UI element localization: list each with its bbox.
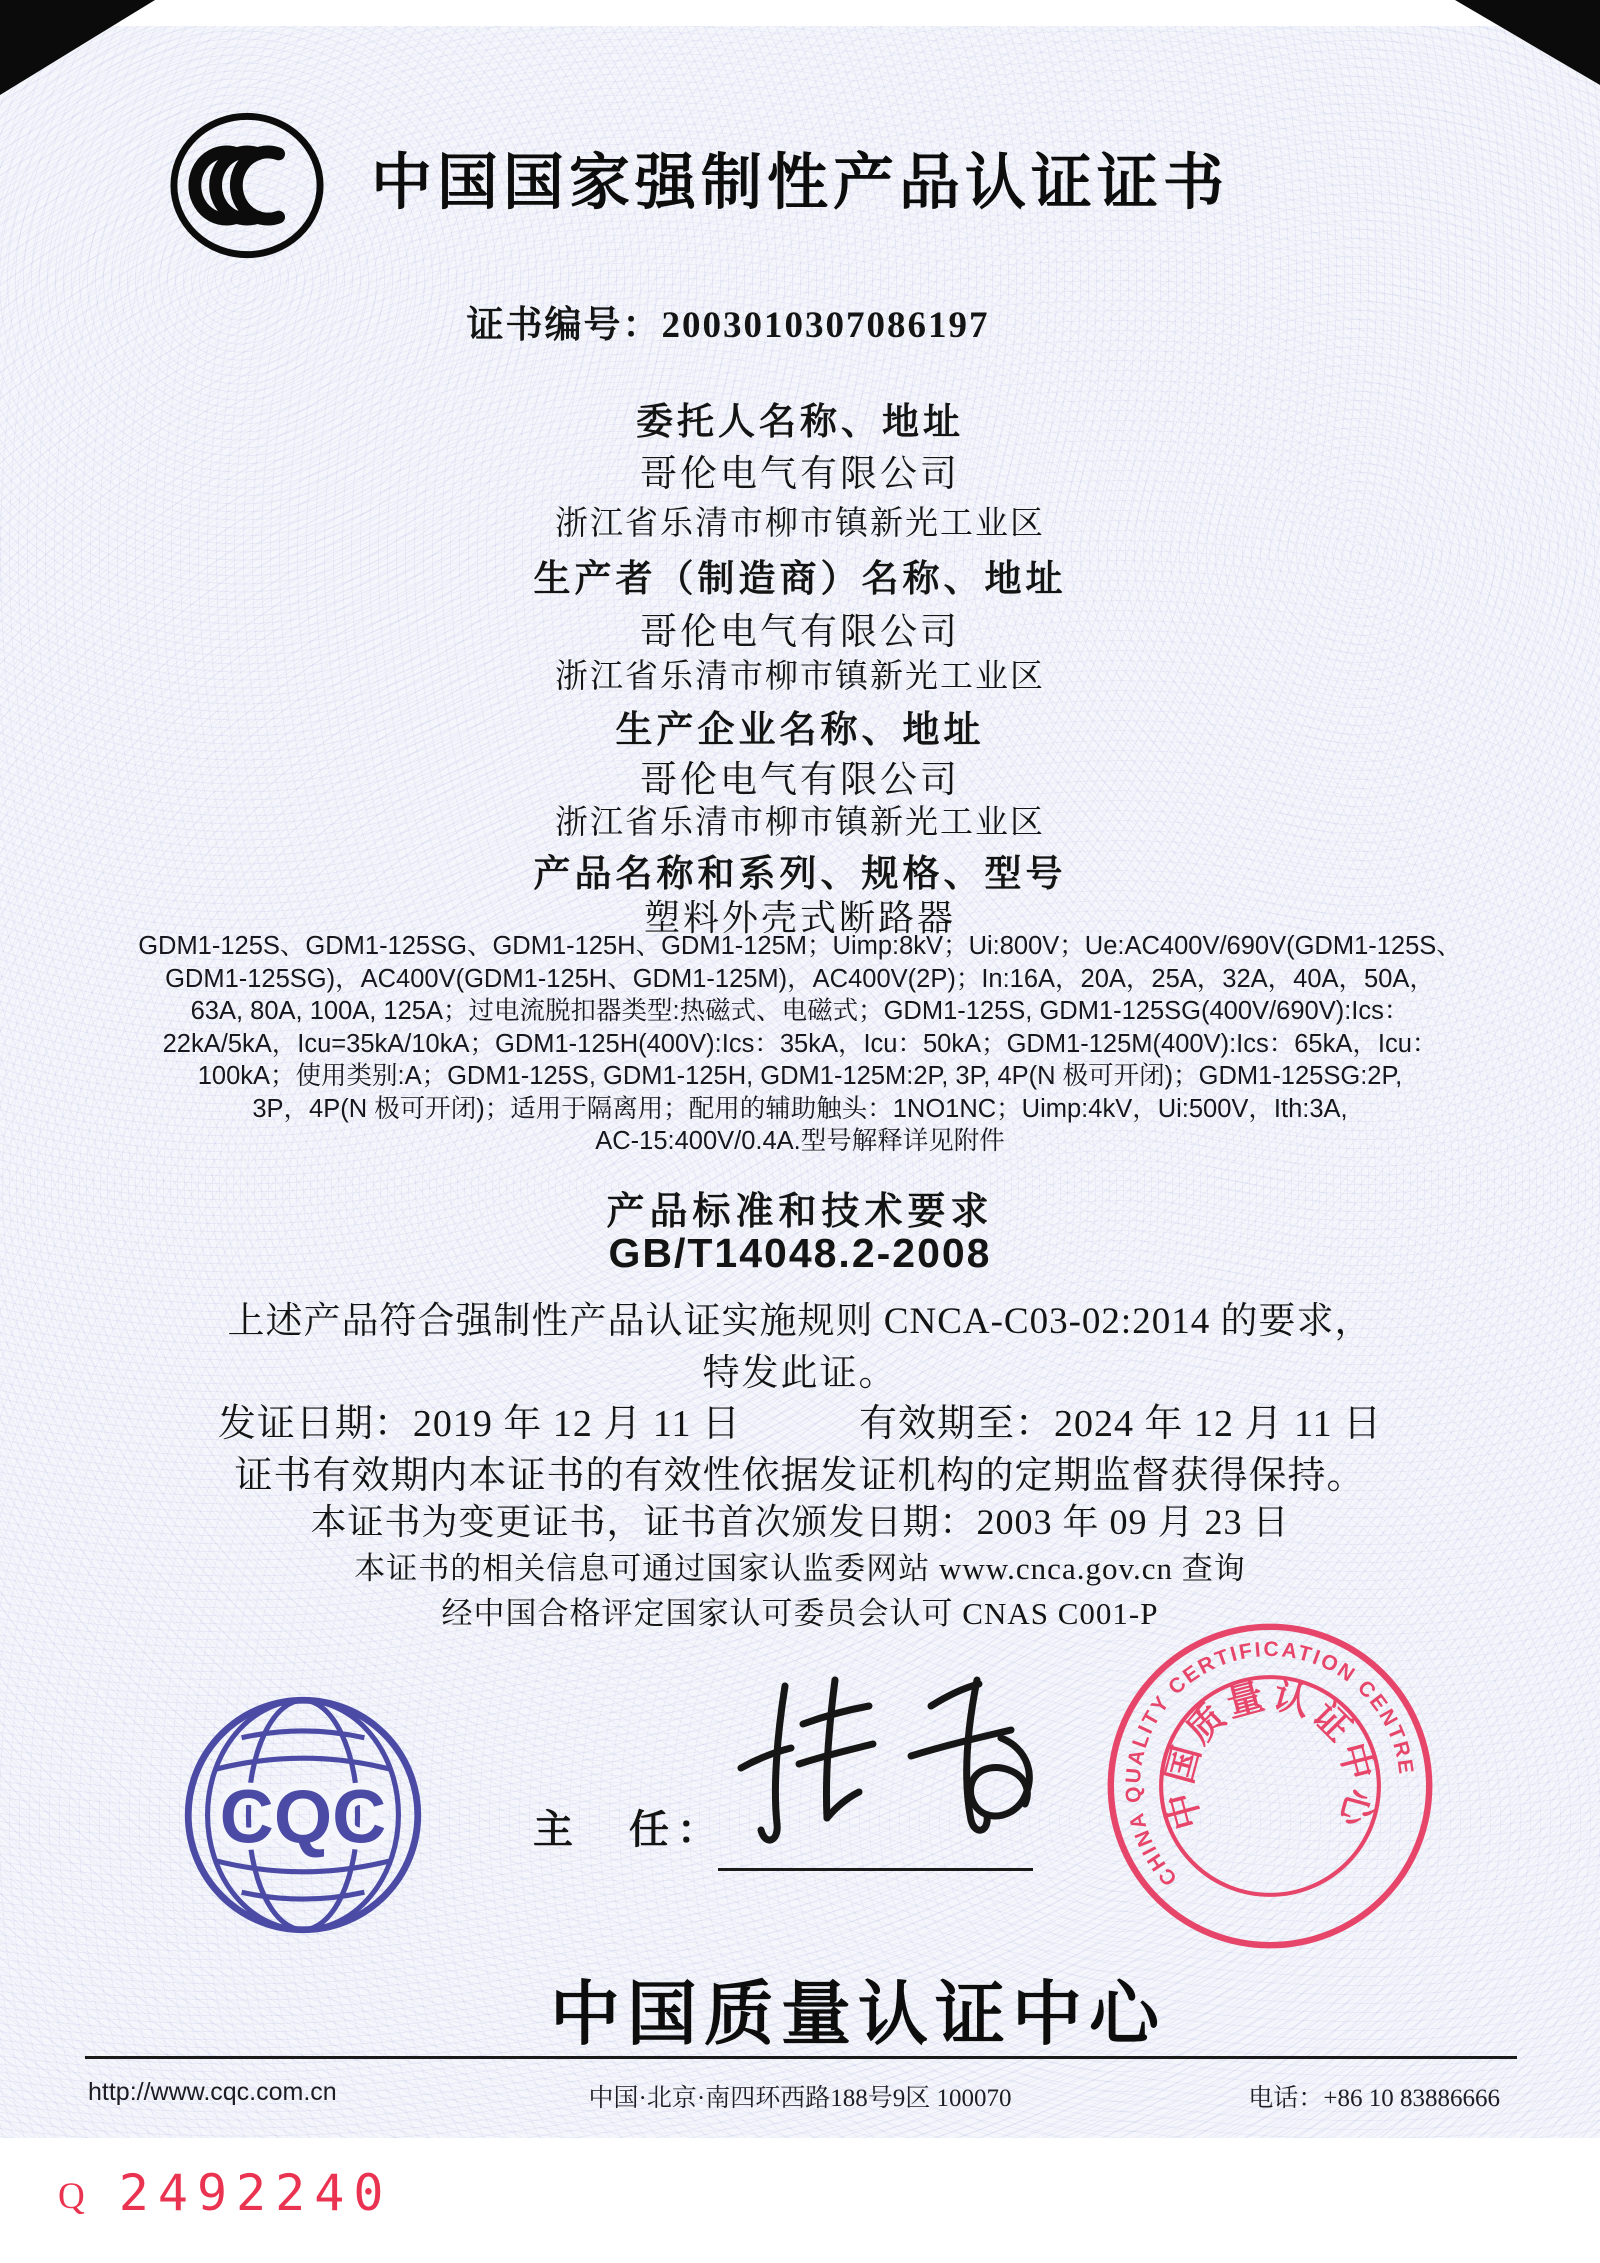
cqc-globe-logo	[178, 1690, 428, 1940]
info-note: 本证书的相关信息可通过国家认监委网站 www.cnca.gov.cn 查询	[354, 1551, 1246, 1586]
cqc-stamp	[1098, 1614, 1442, 1958]
footer-divider	[85, 2056, 1517, 2059]
applicant-name: 哥伦电气有限公司	[640, 454, 960, 495]
footer-phone: 电话：+86 10 83886666	[1248, 2085, 1500, 2112]
org-name-title: 中国质量认证中心	[550, 1975, 1166, 2053]
product-spec-line: 63A, 80A, 100A, 125A；过电流脱扣器类型:热磁式、电磁式；GDM1-125S, GDM1-125SG(400V/690V):Ics：	[190, 997, 1410, 1025]
director-signature	[715, 1672, 1095, 1872]
scan-corner-top-left	[0, 0, 155, 95]
standard-heading: 产品标准和技术要求	[606, 1191, 994, 1233]
serial-prefix: Q	[58, 2176, 85, 2217]
validity-note: 证书有效期内本证书的有效性依据发证机构的定期监督获得保持。	[234, 1455, 1366, 1497]
certificate-number: 证书编号：2003010307086197	[466, 305, 990, 346]
conformity-statement: 上述产品符合强制性产品认证实施规则 CNCA-C03-02:2014 的要求，	[227, 1301, 1373, 1342]
factory-address: 浙江省乐清市柳市镇新光工业区	[555, 805, 1045, 841]
conformity-statement-2: 特发此证。	[702, 1353, 898, 1394]
scan-corner-top-right	[1455, 0, 1600, 85]
applicant-heading: 委托人名称、地址	[636, 402, 964, 443]
stamp-center-text: 中国质量认证中心	[1158, 1674, 1382, 1835]
manufacturer-heading: 生产者（制造商）名称、地址	[533, 559, 1067, 600]
standard-value: GB/T14048.2-2008	[608, 1230, 992, 1276]
certificate-title: 中国国家强制性产品认证证书	[370, 148, 1229, 216]
product-spec-line: AC-15:400V/0.4A.型号解释详见附件	[595, 1127, 1005, 1155]
product-heading: 产品名称和系列、规格、型号	[533, 854, 1067, 895]
product-spec-line: 22kA/5kA，Icu=35kA/10kA；GDM1-125H(400V):Ics：35kA，Icu：50kA；GDM1-125M(400V):Ics：65kA，Icu：	[162, 1029, 1438, 1058]
product-spec-line: 100kA；使用类别:A；GDM1-125S, GDM1-125H, GDM1-125M:2P, 3P, 4P(N 极可开闭)；GDM1-125SG:2P,	[197, 1062, 1403, 1090]
cnas-note: 经中国合格评定国家认可委员会认可 CNAS C001-P	[441, 1596, 1159, 1631]
manufacturer-address: 浙江省乐清市柳市镇新光工业区	[555, 659, 1045, 695]
svg-text:中国质量认证中心	[1159, 1675, 1382, 1835]
applicant-address: 浙江省乐清市柳市镇新光工业区	[555, 506, 1045, 542]
valid-until-date: 有效期至：2024 年 12 月 11 日	[859, 1403, 1383, 1445]
cqc-logo-text: CQC	[219, 1774, 387, 1859]
footer-website: http://www.cqc.com.cn	[88, 2078, 337, 2106]
dates-row	[0, 1392, 1600, 1447]
manufacturer-name: 哥伦电气有限公司	[640, 612, 960, 653]
product-spec-line: GDM1-125S、GDM1-125SG、GDM1-125H、GDM1-125M；Uimp:8kV；Ui:800V；Ue:AC400V/690V(GDM1-125S、	[138, 932, 1462, 960]
serial-number: 2492240	[118, 2164, 393, 2222]
change-note: 本证书为变更证书，证书首次颁发日期：2003 年 09 月 23 日	[310, 1502, 1290, 1542]
serial-number-row	[58, 2164, 393, 2222]
footer-address: 中国·北京·南四环西路188号9区 100070	[588, 2085, 1012, 2112]
product-name: 塑料外壳式断路器	[643, 898, 956, 938]
issue-date: 发证日期：2019 年 12 月 11 日	[217, 1403, 741, 1445]
stamp-ring-text: CHINA QUALITY CERTIFICATION CENTRE	[1121, 1637, 1418, 1890]
product-spec-block	[0, 930, 1600, 1158]
director-label: 主 任：	[533, 1807, 725, 1852]
ccc-logo-icon	[168, 108, 326, 263]
factory-heading: 生产企业名称、地址	[615, 710, 985, 751]
factory-name: 哥伦电气有限公司	[640, 760, 960, 801]
product-spec-line: GDM1-125SG)，AC400V(GDM1-125H、GDM1-125M)，AC400V(2P)；In:16A，20A，25A，32A，40A，50A，	[165, 964, 1435, 993]
product-spec-line: 3P，4P(N 极可开闭)；适用于隔离用；配用的辅助触头：1NO1NC；Uimp:4kV，Ui:500V，Ith:3A,	[252, 1094, 1348, 1123]
